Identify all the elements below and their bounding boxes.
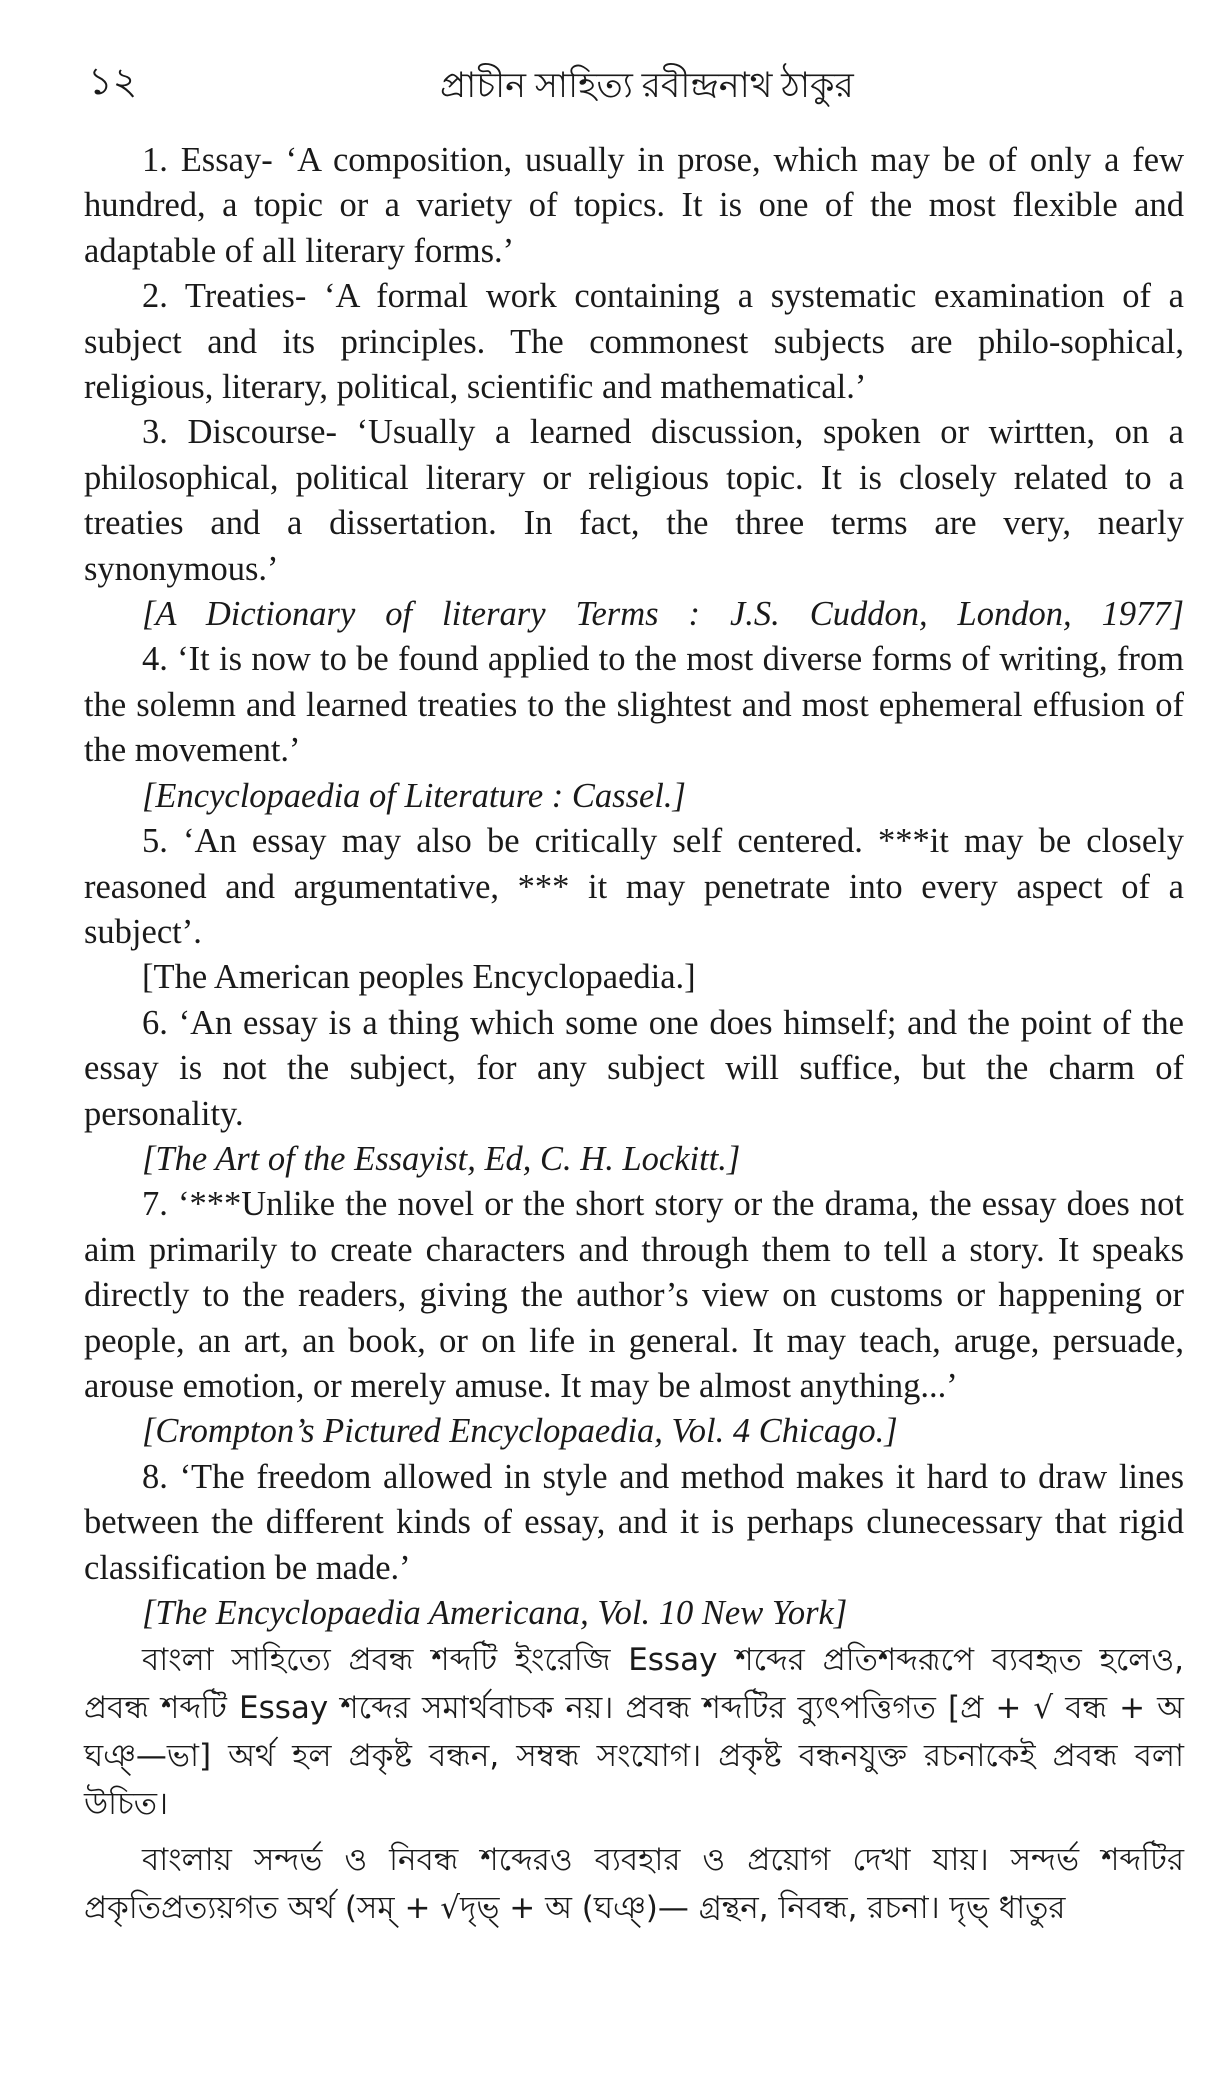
paragraph-bangla-sandarbha: বাংলায় সন্দর্ভ ও নিবন্ধ শব্দেরও ব্যবহার ও প্রয়োগ দেখা যায়। সন্দর্ভ শব্দটির প্রকৃতিপ্রত্যয়গত অর্থ (সম্ + √দৃভ্ + অ (ঘঞ্)— গ্রন্থন, নিবন্ধ, রচনা। দৃভ্ ধাতুর bbox=[84, 1842, 1184, 1927]
citation-encyclopaedia-literature: [Encyclopaedia of Literature : Cassel.] bbox=[142, 776, 686, 815]
paragraph-treaties-definition: 2. Treaties- ‘A formal work containing a systematic examination of a subject and its principles. The commonest subjects are philo-sophical, religious, literary, political, scientific and mathematical.’ bbox=[84, 277, 1184, 407]
paragraph-quote-5: 5. ‘An essay may also be critically self centered. ***it may be closely reasoned and argumentative, *** it may penetrate into every aspect of a subject’. bbox=[84, 822, 1184, 951]
page-body bbox=[84, 138, 1184, 1932]
paragraph-discourse-definition: 3. Discourse- ‘Usually a learned discussion, spoken or wirtten, on a philosophical, political literary or religious topic. It is closely related to a treaties and a dissertation. In fact, the three terms are very, nearly synonymous.’ bbox=[84, 413, 1184, 588]
citation-compton: [Crompton’s Pictured Encyclopaedia, Vol. 4 Chicago.] bbox=[142, 1412, 898, 1451]
paragraph-quote-8: 8. ‘The freedom allowed in style and method makes it hard to draw lines between the different kinds of essay, and it is perhaps clunecessary that rigid classification be made.’ bbox=[84, 1457, 1184, 1587]
citation-art-of-essayist: [The Art of the Essayist, Ed, C. H. Lockitt.] bbox=[142, 1139, 741, 1178]
page-number: ১২ bbox=[88, 61, 138, 103]
paragraph-quote-6: 6. ‘An essay is a thing which some one does himself; and the point of the essay is not the subject, for any subject will suffice, but the charm of personality. bbox=[84, 1003, 1184, 1133]
paragraph-bangla-prabandha: বাংলা সাহিত্যে প্রবন্ধ শব্দটি ইংরেজি Essay শব্দের প্রতিশব্দরূপে ব্যবহৃত হলেও, প্রবন্ধ শব্দটি Essay শব্দের সমার্থবাচক নয়। প্রবন্ধ শব্দটির ব্যুৎপত্তিগত [প্র + √ বন্ধ + অ ঘঞ্—ভা] অর্থ হল প্রকৃষ্ট বন্ধন, সম্বন্ধ সংযোগ। প্রকৃষ্ট বন্ধনযুক্ত রচনাকেই প্রবন্ধ বলা উচিত। bbox=[84, 1642, 1184, 1823]
paragraph-quote-7: 7. ‘***Unlike the novel or the short story or the drama, the essay does not aim primarily to create characters and through them to tell a story. It speaks directly to the readers, giving the author’s view on customs or happening or people, an art, an book, or on life in general. It may teach, aruge, persuade, arouse emotion, or merely amuse. It may be almost anything...’ bbox=[84, 1185, 1184, 1405]
citation-dictionary: [A Dictionary of literary Terms : J.S. Cuddon, London, 1977] bbox=[142, 595, 1184, 634]
citation-americana: [The Encyclopaedia Americana, Vol. 10 New York] bbox=[142, 1594, 848, 1632]
paragraph-essay-definition: 1. Essay- ‘A composition, usually in prose, which may be of only a few hundred, a topic or a variety of topics. It is one of the most flexible and adaptable of all literary forms.’ bbox=[84, 141, 1184, 270]
page-header bbox=[80, 52, 1180, 112]
running-title: প্রাচীন সাহিত্য রবীন্দ্রনাথ ঠাকুর bbox=[440, 66, 854, 105]
citation-american-peoples: [The American peoples Encyclopaedia.] bbox=[142, 958, 696, 997]
paragraph-quote-4: 4. ‘It is now to be found applied to the most diverse forms of writing, from the solemn and learned treaties to the slightest and most ephemeral effusion of the movement.’ bbox=[84, 640, 1184, 770]
